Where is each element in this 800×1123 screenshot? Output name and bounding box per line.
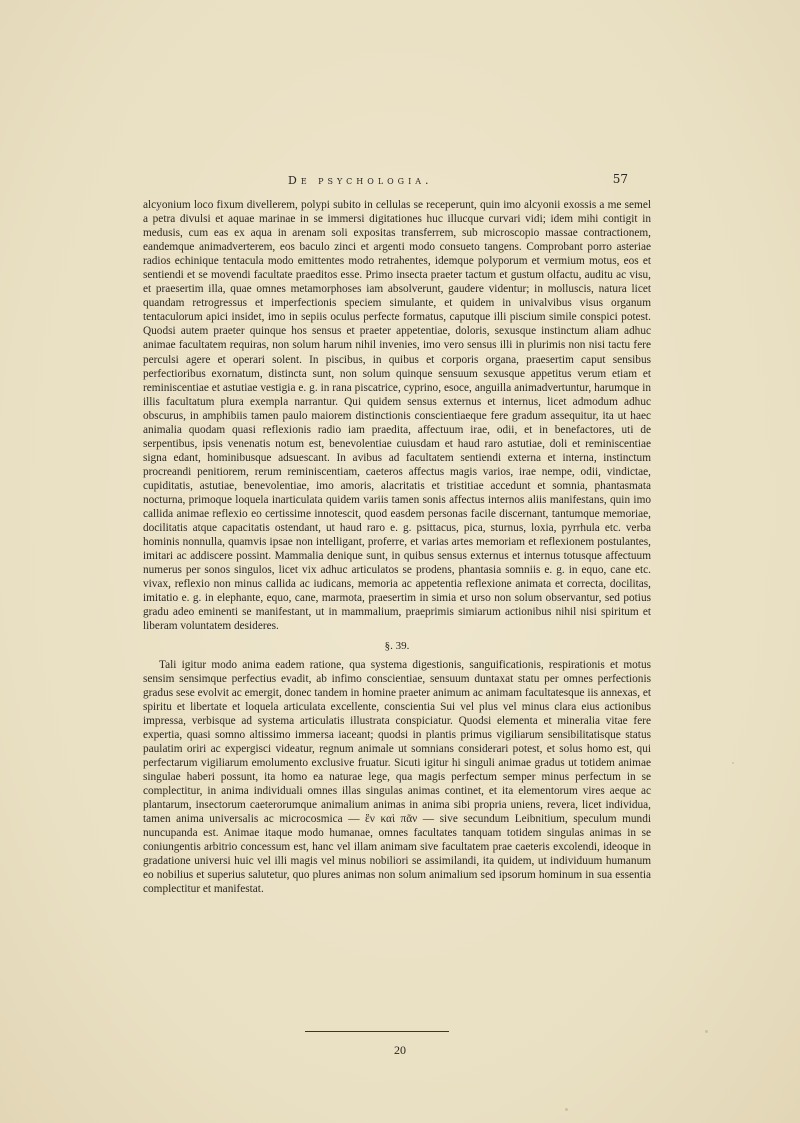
- page-number: 57: [612, 172, 628, 186]
- paragraph: Tali igitur modo anima eadem ratione, qua systema digestionis, sanguificationis, respirationis et motus sensim sensimque perfectius evadit, ab infimo conscientiae, sensuum duntaxat statu per omnes perfectionis gradus sese evolvit ac emergit, donec tandem in homine praeter animum ac animam facultatesque iis annexas, et spiritu et libertate et loquela articulata excellente, conscientia Sui vel plus vel minus clara eius actionibus impressa, verbisque ad systema articulatis illustrata conspiciatur. Quodsi elementa et mineralia vitae fere expertia, quasi somno altissimo immersa iaceant; quodsi in plantis primus vigiliarum sensibilitatisque status paulatim oriri ac expergisci videatur, regnum animale ut somnians considerari potest, et solus homo est, qui perfectarum vigiliarum emolumento exclusive fruatur. Sicuti igitur hi singuli animae gradus ut totidem animae singulae haberi possunt, ita homo ea naturae lege, qua magis perfectum semper minus perfectum in se complectitur, in anima individuali omnes illas singulas animas continet, et ita elementorum vires aeque ac plantarum, insectorum caeterorumque animalium animas in anima sibi propria uniens, revera, licet individua, tamen anima universalis ac microcosmica — ἓν καὶ πᾶν — sive secundum Leibnitium, speculum mundi nuncupanda est. Animae itaque modo humanae, omnes facultates tanquam totidem singulas animas in se coniungentis arbitrio concessum est, hanc vel illam animam sive facultatem prae caeteris excolendi, ideoque in gradatione universi huic vel illi magis vel minus nobiliori se assimilandi, ita quidem, ut individuum humanum eo nobilius et superius salutetur, quo plures animas non solum animalium sed ipsorum hominum in sua essentia complectitur et manifestat.: [143, 658, 651, 896]
- section-number: §. 39.: [384, 640, 410, 653]
- paragraph: alcyonium loco fixum divellerem, polypi subito in cellulas se receperunt, quin imo alcyonii exossis a me semel a petra divulsi et aquae marinae in se immersi digitationes huc illucque curvari vidi; idem mihi contigit in medusis, cum eas ex aqua in arenam soli expositas transferrem, sub microscopio massae contractionem, eandemque animadverterem, eos baculo zinci et argenti modo consueto tangens. Comprobant porro asteriae radios echinique tentacula modo emittentes modo retrahentes, idemque polyporum et vermium motus, eos et sentiendi et se movendi facultate praeditos esse. Primo insecta praeter tactum et gustum olfactu, auditu ac visu, et praesertim illa, quae omnes metamorphoses iam absolverunt, gaudere videntur; in molluscis, natura licet quandam retrogressus et imperfectionis speciem simulante, et quidem in univalvibus visus organum tentaculorum apici insidet, imo in sepiis oculus perfecte formatus, caputque illi piscium simile conspici potest. Quodsi autem praeter quinque hos sensus et praeter appetentiae, doloris, sexusque instinctum aliam adhuc animae facultatem requiras, non solum harum nihil invenies, imo vero sensus illi in plurimis non nisi tactu fere perculsi agere et operari solent. In piscibus, in quibus et corporis organa, praesertim caput sensibus perfectioribus exornatum, distincta sunt, non solum quinque sensuum sexusque appetitus verum etiam et reminiscentiae et astutiae vestigia e. g. in rana piscatrice, cyprino, esoce, anguilla animadvertuntur, harumque in illis facultatum plura exempla narrantur. Qui quidem sensus externus et internus, licet admodum adhuc obscurus, in amphibiis tamen paulo maiorem distinctionis conscientiaeque fere gradum assequitur, ita ut haec animalia quodam quasi reflexionis radio iam praedita, affectuum irae, odii, et in benefactores, uti de serpentibus, ipsis venenatis notum est, benevolentiae cuiusdam et haud raro astutiae, doli et reminiscentiae signa edant, hominibusque adsuescant. In avibus ad facultatem sentiendi externa et interna, instinctum procreandi penitiorem, rerum reminiscentiam, caeteros affectus magis varios, irae nempe, odii, vindictae, cupiditatis, astutiae, benevolentiae, imo amoris, alacritatis et tristitiae accedunt et somnia, phantasmata nocturna, primoque loquela inarticulata quidem variis tamen sonis affectus internos aliis manifestans, quin imo callida animae reflexio eo certissime innotescit, quod easdem personas facile discernant, tantumque memoriae, docilitatis atque capacitatis ostendant, ut haud raro e. g. psittacus, pica, sturnus, loxia, pyrrhula etc. verba hominis nonnulla, quamvis ipsae non intelligant, proferre, et varias artes memoriam et reflexionem postulantes, imitari ac addiscere possint. Mammalia denique sunt, in quibus sensus externus et internus totusque affectuum numerus per sonos singulos, licet vix adhuc articulatos se prodens, phantasia somniis e. g. in equo, cane etc. vivax, reflexio non minus callida ac iudicans, memoria ac appetentia reflexione animata et correcta, docilitas, imitatio e. g. in elephante, equo, cane, marmota, praesertim in simia et urso non solum observantur, sed potius gradu adeo eminenti se manifestant, ut in mammalium, praeprimis simiarum actionibus nihil nisi spiritum et liberam voluntatem desideres.: [143, 199, 651, 633]
- footer-rule: [305, 1031, 449, 1032]
- paper-speck: [705, 1030, 708, 1033]
- paper-speck: [565, 1108, 568, 1111]
- paper-speck: [732, 762, 734, 764]
- main-text: [143, 198, 651, 896]
- page-header: [288, 172, 628, 192]
- signature-mark: 20: [394, 1043, 406, 1057]
- running-head: De psychologia.: [288, 174, 433, 187]
